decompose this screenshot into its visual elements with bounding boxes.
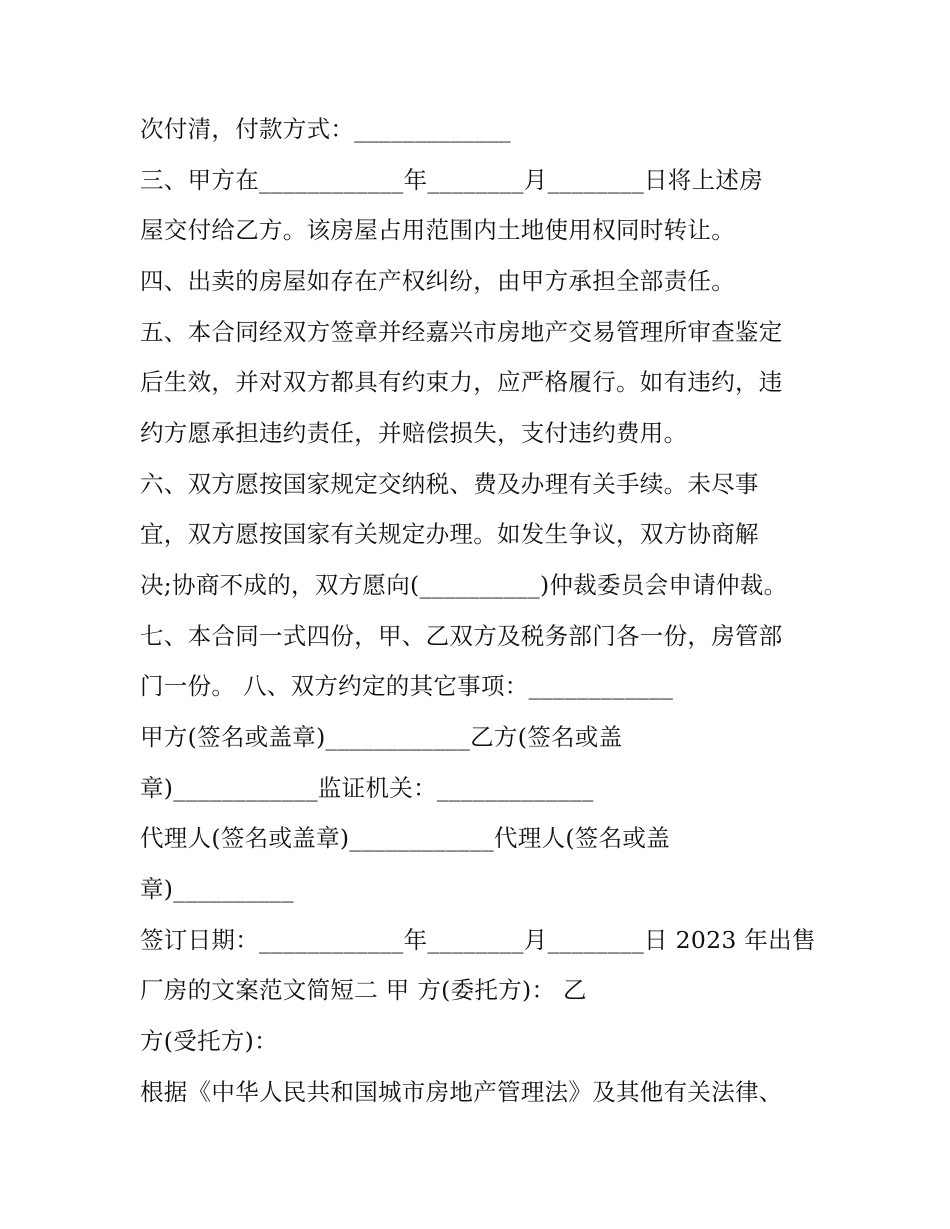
text-line: 甲方(签名或盖章)____________乙方(签名或盖 [140, 723, 623, 751]
text-line: 章)____________监证机关：_____________ [140, 774, 594, 802]
text-line: 宜，双方愿按国家有关规定办理。如发生争议，双方协商解 [140, 520, 759, 548]
text-line: 四、出卖的房屋如存在产权纠纷，由甲方承担全部责任。 [140, 267, 735, 295]
text-line: 三、甲方在____________年________月________日将上述房 [140, 166, 763, 194]
text-line: 方(受托方)： [140, 1027, 278, 1055]
text-line: 约方愿承担违约责任，并赔偿损失，支付违约费用。 [140, 419, 688, 447]
text-line: 后生效，并对双方都具有约束力，应严格履行。如有违约，违 [140, 368, 783, 396]
text-line: 六、双方愿按国家规定交纳税、费及办理有关手续。未尽事 [140, 470, 759, 498]
text-line: 屋交付给乙方。该房屋占用范围内土地使用权同时转让。 [140, 216, 735, 244]
text-line: 厂房的文案范文简短二 甲 方(委托方)： 乙 [140, 976, 587, 1004]
text-line: 五、本合同经双方签章并经嘉兴市房地产交易管理所审查鉴定 [140, 318, 783, 346]
text-line: 决;协商不成的，双方愿向(__________)仲裁委员会申请仲裁。 [140, 571, 788, 599]
text-line: 根据《中华人民共和国城市房地产管理法》及其他有关法律、 [140, 1078, 783, 1106]
text-line: 代理人(签名或盖章)____________代理人(签名或盖 [140, 824, 671, 852]
text-line: 次付清，付款方式：_____________ [140, 115, 511, 143]
text-line: 门一份。 八、双方约定的其它事项：____________ [140, 672, 674, 700]
text-line: 章)__________ [140, 875, 294, 903]
text-line: 七、本合同一式四份，甲、乙双方及税务部门各一份，房管部 [140, 622, 783, 650]
text-line: 签订日期：____________年________月________日 2023 年出售 [140, 926, 816, 954]
